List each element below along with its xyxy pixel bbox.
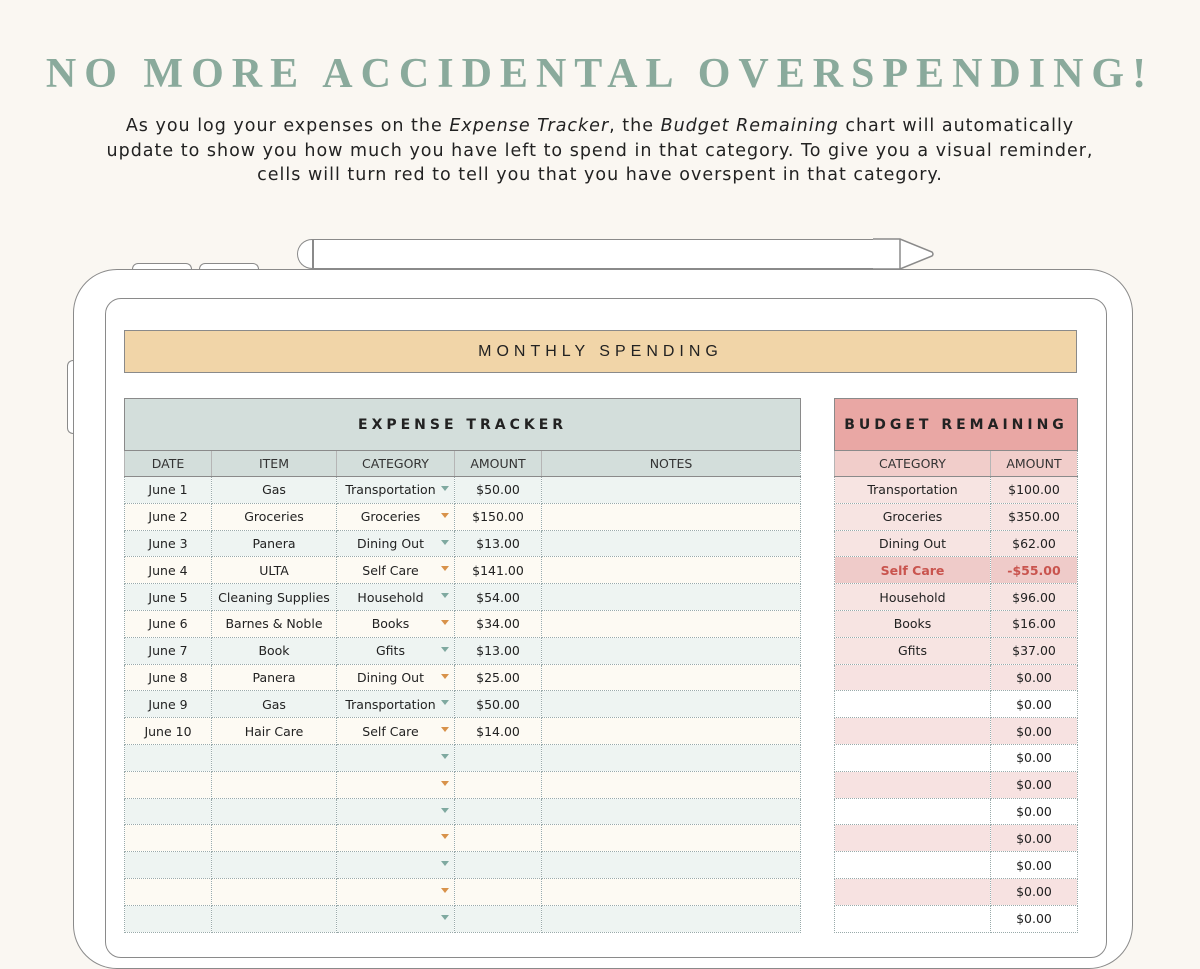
notes-cell[interactable] [542,530,801,557]
date-cell[interactable]: June 5 [125,584,212,611]
table-row [125,664,801,691]
item-cell[interactable]: Cleaning Supplies [212,584,337,611]
notes-cell[interactable] [542,825,801,852]
item-cell[interactable]: ULTA [212,557,337,584]
item-cell[interactable] [212,771,337,798]
monthly-spending-banner: MONTHLY SPENDING [124,330,1077,373]
table-row [125,584,801,611]
amount-cell[interactable]: $14.00 [455,718,542,745]
overspent-row [835,557,1078,584]
category-value [391,804,401,819]
dropdown-arrow-icon[interactable] [441,834,449,839]
item-cell[interactable] [212,852,337,879]
budget-category-cell [835,852,991,879]
budget-category-cell [835,905,991,932]
date-cell[interactable] [125,852,212,879]
item-cell[interactable] [212,798,337,825]
budget-amount-cell: $0.00 [991,771,1078,798]
category-value [391,777,401,792]
category-value: Household [357,589,424,605]
intro-text-3: chart will automatically update to show you how much you have left to spend in that category. To give you a visual reminder, cells will turn red to tell you that you have overspent in that category. [106,116,1094,185]
budget-amount-cell: $0.00 [991,798,1078,825]
notes-cell[interactable] [542,718,801,745]
budget-category-cell: Household [835,584,991,611]
item-cell[interactable]: Panera [212,664,337,691]
table-row [125,691,801,718]
budget-row [835,718,1078,745]
category-value [391,911,401,926]
category-dropdown[interactable] [337,825,455,852]
column-header-item: ITEM [212,451,337,477]
dropdown-arrow-icon[interactable] [441,700,449,705]
category-dropdown[interactable] [337,664,455,691]
budget-row [835,530,1078,557]
stylus-tip-icon [872,238,934,270]
dropdown-arrow-icon[interactable] [441,781,449,786]
category-dropdown[interactable] [337,905,455,932]
budget-category-cell [835,744,991,771]
amount-cell[interactable] [455,744,542,771]
category-value: Transportation [345,482,436,498]
dropdown-arrow-icon[interactable] [441,513,449,518]
expense-tracker-title: EXPENSE TRACKER [125,399,801,451]
budget-amount-cell: $0.00 [991,664,1078,691]
budget-category-cell [835,878,991,905]
date-cell[interactable]: June 10 [125,718,212,745]
date-cell[interactable] [125,905,212,932]
table-row [125,905,801,932]
table-row [125,718,801,745]
budget-category-cell [835,664,991,691]
dropdown-arrow-icon[interactable] [441,540,449,545]
date-cell[interactable] [125,771,212,798]
item-cell[interactable]: Book [212,637,337,664]
amount-cell[interactable]: $34.00 [455,610,542,637]
item-cell[interactable]: Hair Care [212,718,337,745]
date-cell[interactable]: June 3 [125,530,212,557]
budget-category-cell: Books [835,610,991,637]
category-value [391,884,401,899]
date-cell[interactable]: June 1 [125,477,212,504]
amount-cell[interactable]: $50.00 [455,691,542,718]
amount-cell[interactable] [455,852,542,879]
category-value [391,831,401,846]
category-value: Dining Out [357,669,424,685]
category-dropdown[interactable] [337,718,455,745]
category-value: Dining Out [357,535,424,551]
budget-remaining-title: BUDGET REMAINING [835,399,1078,451]
notes-cell[interactable] [542,584,801,611]
category-dropdown[interactable] [337,878,455,905]
item-cell[interactable] [212,905,337,932]
budget-row [835,584,1078,611]
table-row [125,798,801,825]
table-row [125,637,801,664]
column-header-category: CATEGORY [337,451,455,477]
budget-row [835,637,1078,664]
budget-amount-cell: $62.00 [991,530,1078,557]
budget-row [835,610,1078,637]
budget-category-cell: Dining Out [835,530,991,557]
notes-cell[interactable] [542,557,801,584]
notes-cell[interactable] [542,477,801,504]
date-cell[interactable]: June 6 [125,610,212,637]
category-dropdown[interactable] [337,637,455,664]
category-value: Books [371,616,410,632]
page-headline: NO MORE ACCIDENTAL OVERSPENDING! [45,51,1155,97]
budget-row [835,771,1078,798]
intro-emphasis-budget-remaining: Budget Remaining [660,116,839,136]
table-row [125,771,801,798]
budget-amount-cell: $37.00 [991,637,1078,664]
category-dropdown[interactable] [337,771,455,798]
table-row [125,503,801,530]
budget-category-cell [835,771,991,798]
dropdown-arrow-icon[interactable] [441,888,449,893]
date-cell[interactable] [125,878,212,905]
item-cell[interactable]: Gas [212,691,337,718]
table-row [125,477,801,504]
dropdown-arrow-icon[interactable] [441,727,449,732]
table-row [125,557,801,584]
category-dropdown[interactable] [337,503,455,530]
budget-remaining-table [834,398,1078,933]
column-header-amount: AMOUNT [455,451,542,477]
dropdown-arrow-icon[interactable] [441,620,449,625]
dropdown-arrow-icon[interactable] [441,861,449,866]
notes-cell[interactable] [542,852,801,879]
dropdown-arrow-icon[interactable] [441,486,449,491]
item-cell[interactable] [212,744,337,771]
budget-row [835,664,1078,691]
category-value: Self Care [362,723,419,739]
budget-amount-cell: $0.00 [991,744,1078,771]
amount-cell[interactable]: $50.00 [455,477,542,504]
budget-amount-cell: $96.00 [991,584,1078,611]
intro-paragraph [100,114,1100,188]
amount-cell[interactable]: $150.00 [455,503,542,530]
notes-cell[interactable] [542,905,801,932]
budget-category-cell [835,691,991,718]
expense-tracker-table [124,398,801,933]
stylus-pencil [297,239,874,269]
budget-category-cell: Gfits [835,637,991,664]
category-value [391,750,401,765]
budget-row [835,477,1078,504]
table-row [125,878,801,905]
budget-amount-cell: $0.00 [991,718,1078,745]
stylus-ring [312,240,314,269]
category-dropdown[interactable] [337,610,455,637]
dropdown-arrow-icon[interactable] [441,593,449,598]
item-cell[interactable]: Gas [212,477,337,504]
notes-cell[interactable] [542,610,801,637]
date-cell[interactable]: June 2 [125,503,212,530]
amount-cell[interactable] [455,878,542,905]
budget-category-cell [835,825,991,852]
budget-row [835,798,1078,825]
dropdown-arrow-icon[interactable] [441,647,449,652]
table-row [125,530,801,557]
dropdown-arrow-icon[interactable] [441,566,449,571]
table-row [125,610,801,637]
notes-cell[interactable] [542,798,801,825]
amount-cell[interactable] [455,771,542,798]
budget-column-header-amount: AMOUNT [991,451,1078,477]
category-dropdown[interactable] [337,530,455,557]
category-value: Self Care [362,562,419,578]
budget-category-cell: Groceries [835,503,991,530]
dropdown-arrow-icon[interactable] [441,754,449,759]
category-value [391,858,401,873]
dropdown-arrow-icon[interactable] [441,674,449,679]
budget-amount-cell: -$55.00 [991,557,1078,584]
budget-row [835,878,1078,905]
budget-amount-cell: $16.00 [991,610,1078,637]
budget-amount-cell: $100.00 [991,477,1078,504]
category-dropdown[interactable] [337,798,455,825]
column-header-date: DATE [125,451,212,477]
budget-row [835,691,1078,718]
category-dropdown[interactable] [337,557,455,584]
notes-cell[interactable] [542,503,801,530]
category-dropdown[interactable] [337,584,455,611]
budget-column-header-category: CATEGORY [835,451,991,477]
table-row [125,825,801,852]
category-dropdown[interactable] [337,691,455,718]
budget-category-cell [835,718,991,745]
notes-cell[interactable] [542,878,801,905]
date-cell[interactable]: June 9 [125,691,212,718]
notes-cell[interactable] [542,744,801,771]
amount-cell[interactable]: $141.00 [455,557,542,584]
item-cell[interactable]: Barnes & Noble [212,610,337,637]
notes-cell[interactable] [542,637,801,664]
item-cell[interactable]: Groceries [212,503,337,530]
category-dropdown[interactable] [337,852,455,879]
table-row [125,744,801,771]
item-cell[interactable] [212,878,337,905]
category-value: Transportation [345,696,436,712]
amount-cell[interactable]: $54.00 [455,584,542,611]
date-cell[interactable] [125,825,212,852]
budget-category-cell: Transportation [835,477,991,504]
date-cell[interactable]: June 7 [125,637,212,664]
table-row [125,852,801,879]
intro-text-1: As you log your expenses on the [125,116,450,136]
budget-amount-cell: $0.00 [991,691,1078,718]
budget-row [835,905,1078,932]
dropdown-arrow-icon[interactable] [441,808,449,813]
amount-cell[interactable] [455,825,542,852]
date-cell[interactable]: June 8 [125,664,212,691]
budget-row [835,825,1078,852]
item-cell[interactable]: Panera [212,530,337,557]
category-value: Groceries [360,509,421,525]
notes-cell[interactable] [542,664,801,691]
amount-cell[interactable] [455,798,542,825]
item-cell[interactable] [212,825,337,852]
intro-emphasis-expense-tracker: Expense Tracker [449,116,610,136]
category-dropdown[interactable] [337,744,455,771]
budget-amount-cell: $350.00 [991,503,1078,530]
amount-cell[interactable]: $25.00 [455,664,542,691]
budget-amount-cell: $0.00 [991,905,1078,932]
notes-cell[interactable] [542,771,801,798]
amount-cell[interactable]: $13.00 [455,637,542,664]
dropdown-arrow-icon[interactable] [441,915,449,920]
budget-amount-cell: $0.00 [991,825,1078,852]
category-value: Gfits [376,643,405,659]
budget-category-cell [835,798,991,825]
notes-cell[interactable] [542,691,801,718]
budget-row [835,503,1078,530]
date-cell[interactable]: June 4 [125,557,212,584]
intro-text-2: , the [609,116,661,136]
budget-row [835,744,1078,771]
date-cell[interactable] [125,798,212,825]
budget-row [835,852,1078,879]
budget-category-cell: Self Care [835,557,991,584]
budget-amount-cell: $0.00 [991,878,1078,905]
amount-cell[interactable] [455,905,542,932]
date-cell[interactable] [125,744,212,771]
column-header-notes: NOTES [542,451,801,477]
amount-cell[interactable]: $13.00 [455,530,542,557]
budget-amount-cell: $0.00 [991,852,1078,879]
category-dropdown[interactable] [337,477,455,504]
